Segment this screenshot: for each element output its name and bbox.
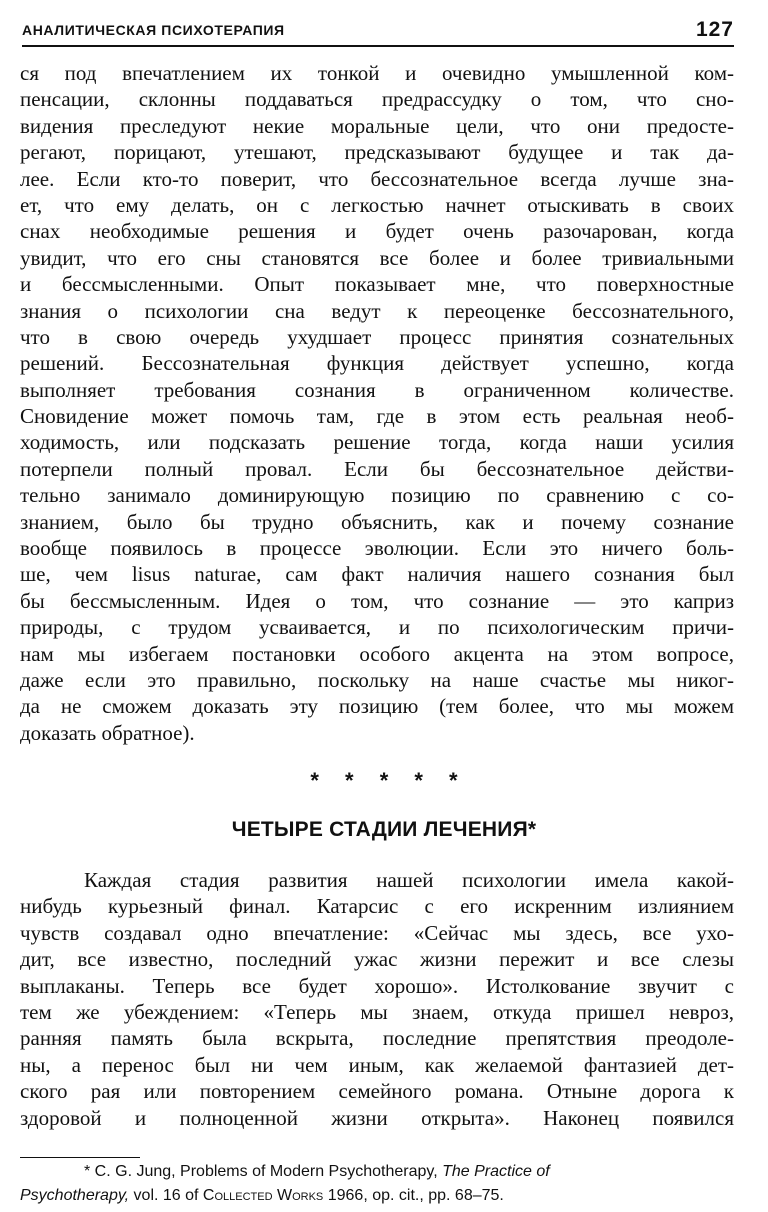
text-line: нам мы избегаем постановки особого акцента на этом вопросе, [20,641,734,666]
text-line: видения преследуют некие моральные цели, что они предосте- [20,113,734,138]
running-title: АНАЛИТИЧЕСКАЯ ПСИХОТЕРАПИЯ [22,22,285,38]
text-line: снах необходимые решения и будет очень разочарован, когда [20,219,734,244]
footnote-rule [20,1157,140,1158]
text-line: знания о психологии сна ведут к переоценке бессознательного, [20,298,734,323]
text-line: выплаканы. Теперь все будет хорошо». Истолкование звучит с [20,973,734,998]
text-line: даже если это правильно, поскольку на наше счастье мы никог- [20,667,734,692]
footnote-year-pages: 1966, op. cit., pp. 68–75. [323,1187,504,1204]
text-line: что в свою очередь ухудшает процесс принятия сознательных [20,324,734,349]
text-line: бы бессмысленным. Идея о том, что сознание — это каприз [20,588,734,613]
text-line: лее. Если кто-то поверит, что бессознательное всегда лучше зна- [20,166,734,191]
footnote-line [20,1184,734,1208]
text-line: знанием, было бы трудно объяснить, как и почему сознание [20,509,734,534]
text-line: ранняя память была вскрыта, последние препятствия преодоле- [20,1026,734,1051]
footnote-citation: * C. G. Jung, Problems of Modern Psychotherapy, [84,1163,443,1180]
paragraph-section-start [20,867,734,1131]
text-line: регают, порицают, утешают, предсказывают будущее и так да- [20,140,734,165]
text-line: Каждая стадия развития нашей психологии имела какой- [84,868,734,892]
footnote-book-title: The Practice of [442,1163,550,1180]
text-line: дит, все известно, последний ужас жизни пережит и все слезы [20,947,734,972]
section-heading: ЧЕТЫРЕ СТАДИИ ЛЕЧЕНИЯ* [231,818,537,841]
footnote-book-title-cont: Psychotherapy, [20,1187,130,1204]
text-line: тельно занимало доминирующую позицию по сравнению с со- [20,483,734,508]
text-line: потерпели полный провал. Если бы бессознательное действи- [20,456,734,481]
text-line: здоровой и полноценной жизни открыта». Наконец появился [20,1105,734,1130]
text-line: ше, чем lisus naturae, сам факт наличия нашего сознания был [20,562,734,587]
text-line: Сновидение может помочь там, где в этом есть реальная необ- [20,404,734,429]
footnote-line [20,1160,734,1184]
text-line: да не сможем доказать эту позицию (тем более, что мы можем [20,694,734,719]
text-line: вообще появилось в процессе эволюции. Если это ничего боль- [20,536,734,561]
footnote [20,1160,734,1208]
text-line: ходимость, или подсказать решение тогда, когда наши усилия [20,430,734,455]
text-line: тем же убеждением: «Теперь мы знаем, откуда пришел невроз, [20,999,734,1024]
text-line: пенсации, склонны поддаваться предрассудку о том, что сно- [20,87,734,112]
text-line: нибудь курьезный финал. Катарсис с его искренним излиянием [20,894,734,919]
section-separator: * * * * * [310,768,468,793]
text-line: увидит, что его сны становятся все более и более тривиальными [20,245,734,270]
paragraph-continued [20,60,734,746]
text-line: чувств создавал одно впечатление: «Сейчас мы здесь, все ухо- [20,920,734,945]
text-line: доказать обратное). [20,720,195,745]
text-line: выполняет требования сознания в ограниченном количестве. [20,377,734,402]
footnote-series: Collected Works [202,1187,324,1204]
text-line: природы, с трудом усваивается, и по психологическим причи- [20,615,734,640]
text-line: ского рая или повторением семейного романа. Отныне дорога к [20,1079,734,1104]
page-number: 127 [695,18,734,41]
text-line: ны, а перенос был ни чем иным, как желаемой фантазией дет- [20,1052,734,1077]
footnote-volume: vol. 16 of [129,1187,203,1204]
running-head [22,20,734,44]
text-line: решений. Бессознательная функция действует успешно, когда [20,351,734,376]
text-line: ся под впечатлением их тонкой и очевидно умышленной ком- [20,61,734,85]
text-line: и бессмысленными. Опыт показывает мне, что поверхностные [20,272,734,297]
header-rule [22,45,734,47]
text-line: ет, что ему делать, он с легкостью начнет отыскивать в своих [20,192,734,217]
